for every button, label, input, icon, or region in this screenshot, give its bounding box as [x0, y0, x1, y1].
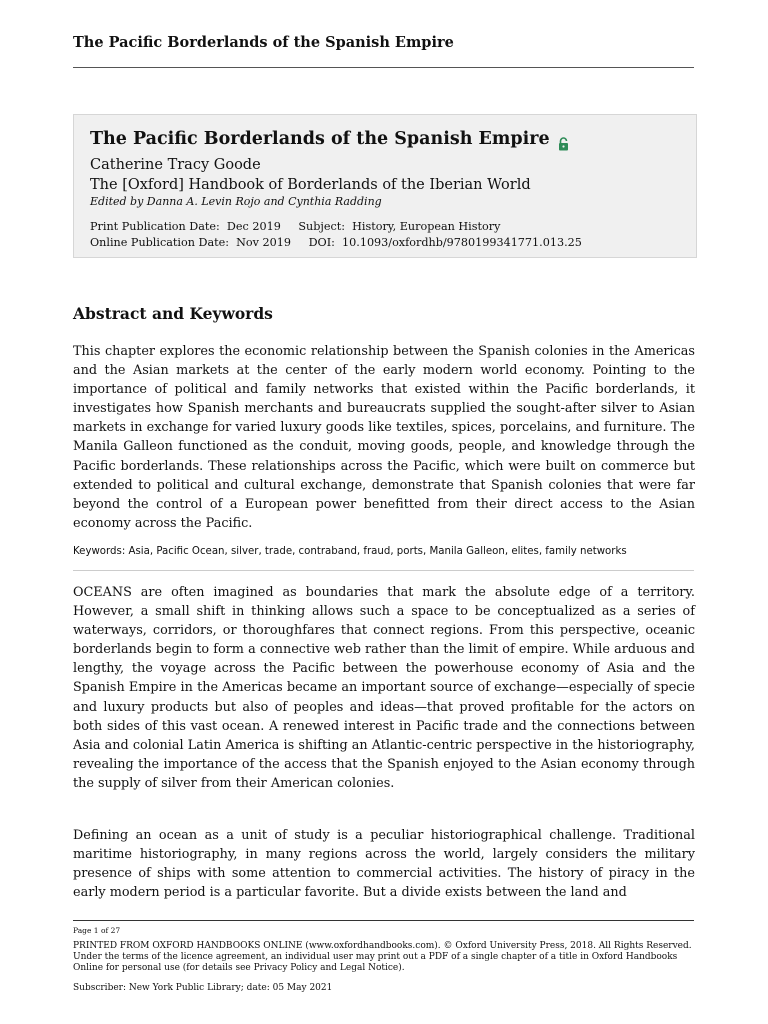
doi-label: DOI:: [308, 236, 335, 249]
subscriber-line: Subscriber: New York Public Library; date: 05 May 2021: [73, 983, 333, 993]
copyright-notice: PRINTED FROM OXFORD HANDBOOKS ONLINE (www.oxfordhandbooks.com). © Oxford University Press, 2018. All Rights Reserved. Under the terms of the licence agreement, an individual user may print out a PDF of a single chapter of a title in Oxford Handbooks Online for personal use (for details see Privacy Policy and Legal Notice).: [73, 941, 692, 973]
chapter-title: [90, 127, 680, 151]
page-number: Page 1 of 27: [73, 926, 121, 935]
header-divider: [73, 67, 694, 68]
subject-value: History, European History: [352, 220, 501, 233]
chapter-title-text: The Pacific Borderlands of the Spanish Empire: [90, 129, 550, 149]
online-pub-label: Online Publication Date:: [90, 236, 229, 249]
body-paragraph-1: OCEANS are often imagined as boundaries that mark the absolute edge of a territory. However, a small shift in thinking allows such a space to be conceptualized as a series of waterways, corridors, or thoroughfares that connect regions. From this perspective, oceanic borderlands begin to form a connective web rather than the limit of empire. While arduous and lengthy, the voyage across the Pacific between the powerhouse economy of Asia and the Spanish Empire in the Americas became an important source of exchange—especially of specie and luxury products but also of peoples and ideas—that proved profitable for the actors on both sides of this vast ocean. A renewed interest in Pacific trade and the connections between Asia and colonial Latin America is shifting an Atlantic-centric perspective in the historiography, revealing the importance of the access that the Spanish enjoyed to the Asian economy through the supply of silver from their American colonies.: [73, 585, 695, 791]
online-pub-value: Nov 2019: [236, 236, 291, 249]
abstract-text: This chapter explores the economic relationship between the Spanish colonies in the Americas and the Asian markets at the center of the early modern world economy. Pointing to the importance of political and family networks that existed within the Pacific borderlands, it investigates how Spanish merchants and bureaucrats supplied the sought-after silver to Asian markets in exchange for varied luxury goods like textiles, spices, porcelains, and furniture. The Manila Galleon functioned as the conduit, moving goods, people, and knowledge through the Pacific borderlands. These relationships across the Pacific, which were built on commerce but extended to political and cultural exchange, demonstrate that Spanish colonies that were far beyond the control of a European power benefitted from their direct access to the Asian economy across the Pacific.: [73, 344, 695, 531]
footer-divider: [73, 920, 694, 921]
handbook-editors: Edited by Danna A. Levin Rojo and Cynthia Radding: [90, 195, 382, 208]
print-publication-line: [90, 219, 680, 235]
print-pub-label: Print Publication Date:: [90, 220, 220, 233]
open-access-lock-icon: [558, 134, 569, 148]
abstract-heading: Abstract and Keywords: [73, 304, 273, 323]
handbook-title: The [Oxford] Handbook of Borderlands of the Iberian World: [90, 177, 531, 193]
print-pub-value: Dec 2019: [226, 220, 281, 233]
running-header: The Pacific Borderlands of the Spanish Empire: [73, 34, 454, 51]
body-paragraph-2: Defining an ocean as a unit of study is a peculiar historiographical challenge. Traditional maritime historiography, in many regions across the world, largely considers the military presence of ships with some attention to commercial activities. The history of piracy in the early modern period is a particular favorite. But a divide exists between the land and: [73, 828, 695, 901]
keywords: Keywords: Asia, Pacific Ocean, silver, trade, contraband, fraud, ports, Manila Galleon, elites, family networks: [73, 546, 627, 557]
online-publication-line: [90, 235, 680, 251]
subject-label: Subject:: [298, 220, 346, 233]
doi-value[interactable]: 10.1093/oxfordhb/9780199341771.013.25: [342, 236, 582, 249]
chapter-metadata-box: [73, 114, 697, 258]
keywords-divider: [73, 570, 694, 571]
chapter-author: Catherine Tracy Goode: [90, 157, 261, 173]
